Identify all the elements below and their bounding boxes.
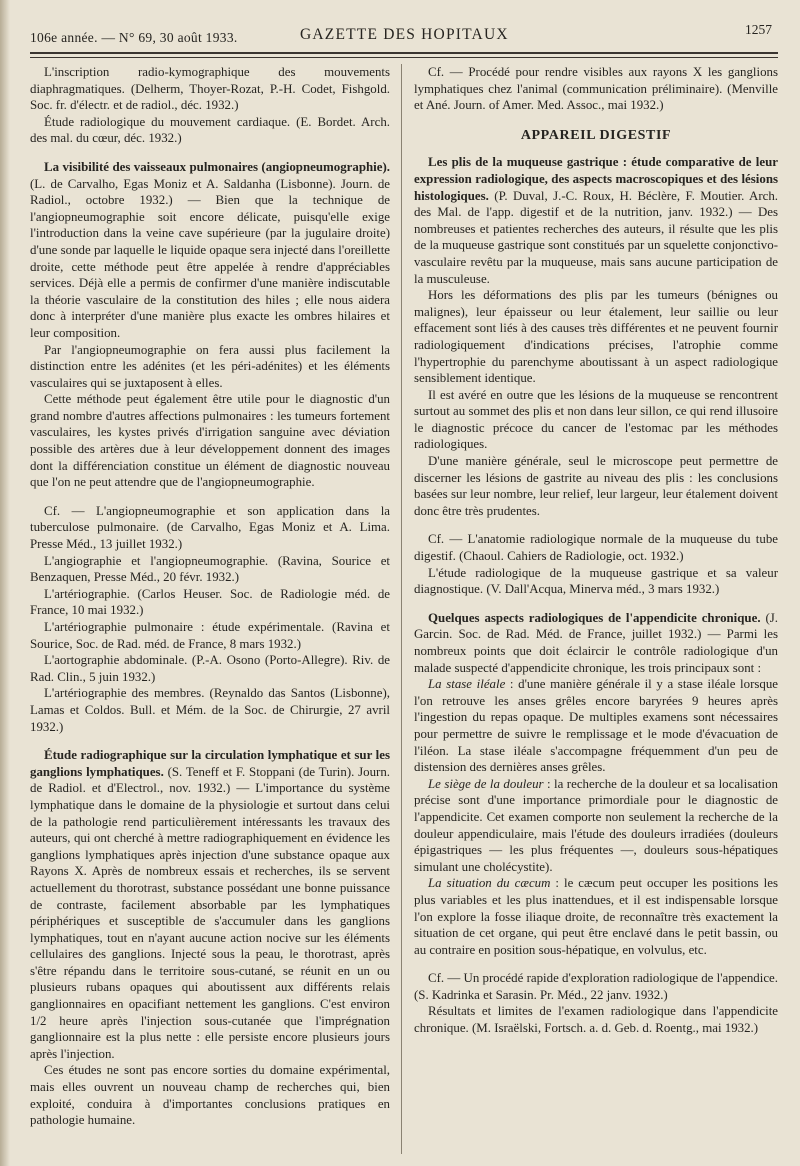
paragraph: Hors les déformations des plis par les tumeurs (bénignes ou malignes), leur épaisseur ou leur étalement, leur saillie ou leur effacement sont liés à des causes très différentes et ne peuvent fournir radiologiquement d'indications précises, l'atrophie comme l'hypertrophie du parenchyme aboutissant à un aspect radiologique sensiblement identique.	[414, 288, 778, 386]
paragraph: Ces études ne sont pas encore sorties du domaine expérimental, mais elles ouvrent un nouveau champ de recherches qui, bien exploité, conduira à d'importantes conclusions pratiques en pathologie humaine.	[30, 1063, 390, 1128]
paragraph	[414, 875, 778, 958]
article-body: (P. Duval, J.-C. Roux, H. Béclère, F. Moutier. Arch. des Mal. de l'app. digestif et de la nutrition, janv. 1932.) — Des nombreuses et patientes recherches des auteurs, il résulte que les plis de la muqueuse gastrique sont constitués par un squelette conjonctivo-vasculaire revêtu par la muqueuse, mais sans aucune participation de la musculeuse.	[414, 188, 778, 286]
cf-reference: Cf. — Procédé pour rendre visibles aux rayons X les ganglions lymphatiques chez l'animal (communication préliminaire). (Menville et Ané. Journ. of Amer. Med. Assoc., mai 1932.)	[414, 65, 778, 113]
right-column	[414, 64, 778, 1037]
subheading: La situation du cæcum	[428, 876, 551, 891]
article-lymphatic	[30, 747, 390, 1062]
column-divider	[401, 64, 402, 1154]
article-body: (S. Teneff et F. Stoppani (de Turin). Journ. de Radiol. et d'Electrol., nov. 1932.) — L'importance du système lymphatique dans le domaine de la physiologie et surtout dans celui de la pathologie rend particulièrement intéressants les travaux des auteurs, qui ont cherché à mettre radiographiquement en évidence les ganglions lymphatiques après injection d'une substance opaque aux Rayons X. Après de nombreux essais et recherches, ils se servent actuellement du thorotrast, substance possédant une bonne puissance de contraste, facilement absorbable par les lymphatiques périphériques et susceptible de s'accumuler dans les ganglions lymphatiques, tout en n'ayant aucune action nocive sur les éléments cellulaires des ganglions. Injecté sous la peau, le thorotrast, après s'être répandu dans le territoire sous-cutané, se réunit en un ou plusieurs rubans opaques qui aboutissent aux différents relais ganglionnaires en opacifiant nettement les ganglions. C'est environ 1/2 heure après l'injection sous-cutanée que l'imprégnation ganglionnaire est la plus nette : elle persiste encore plusieurs jours après l'injection.	[30, 764, 390, 1061]
cf-reference: Cf. — Un procédé rapide d'exploration radiologique de l'appendice. (S. Kadrinka et Sarasin. Pr. Méd., 22 janv. 1932.)	[414, 971, 778, 1002]
issue-line: 106e année. — N° 69, 30 août 1933.	[30, 30, 238, 45]
reference-diaphragm: L'inscription radio-kymographique des mouvements diaphragmatiques. (Delherm, Thoyer-Rozat, P.-H. Codet, Fishgold. Soc. fr. d'électr. et de radiol., déc. 1932.)	[30, 65, 390, 113]
cf-reference: Cf. — L'angiopneumographie et son application dans la tuberculose pulmonaire. (de Carvalho, Egas Moniz et A. Lima. Presse Méd., 13 juillet 1932.)	[30, 503, 390, 552]
reference-cardiac: Étude radiologique du mouvement cardiaque. (E. Bordet. Arch. des mal. du cœur, déc. 1932.)	[30, 114, 390, 146]
section-heading: APPAREIL DIGESTIF	[520, 127, 672, 143]
paragraph: Il est avéré en outre que les lésions de la muqueuse se rencontrent surtout au sommet des plis et non dans leur sillon, ce qui rend illusoire le diagnostic précoce du cancer de l'estomac par les méthodes radiologiques.	[414, 387, 778, 452]
paragraph: D'une manière générale, seul le microscope peut permettre de discerner les lésions de gastrite au niveau des plis : les conclusions basées sur leur nombre, leur relief, leur largeur, leur étalement doivent donc être très prudentes.	[414, 454, 778, 518]
subheading: La stase iléale	[428, 677, 506, 692]
paragraph-text: : d'une manière générale il y a stase iléale lorsque l'on retrouve les anses grêles encore baryrées 9 heures après l'ingestion du repas opaque. De multiples examens sont nécessaires pour permettre de suivre le remplissage et le mode d'évacuation de l'iléon. La stase iléale s'accompagne fréquemment d'un peu de distension des dernières anses grêles.	[414, 677, 778, 775]
cf-reference: Résultats et limites de l'examen radiologique dans l'appendicite chronique. (M. Israëlski, Fortsch. a. d. Geb. d. Roentg., mai 1932.)	[414, 1004, 778, 1036]
article-body: (L. de Carvalho, Egas Moniz et A. Saldanha (Lisbonne). Journ. de Radiol., octobre 1932.) — Bien que la technique de l'angiopneumographie soit encore délicate, puisqu'elle exige l'introduction dans la veine cave supérieure (par la jugulaire droite) d'une sonde par laquelle le liquide opaque sera injecté dans l'oreillette droite, cette méthode peut être appelée à rendre d'appréciables services. Déjà elle a permis de confirmer d'une manière indiscutable la théorie vasculaire de la constitution des hiles ; elle nous aidera donc à interpréter d'une manière plus exacte les ombres hilaires et leur composition.	[30, 176, 390, 340]
cf-reference: L'aortographie abdominale. (P.-A. Osono (Porto-Allegre). Riv. de Rad. Clin., 5 juin 1932.)	[30, 653, 390, 684]
cf-reference: L'artériographie pulmonaire : étude expérimentale. (Ravina et Sourice, Soc. de Rad. méd. de France, 8 mars 1932.)	[30, 620, 390, 651]
cf-reference: Cf. — L'anatomie radiologique normale de la muqueuse du tube digestif. (Chaoul. Cahiers de Radiologie, oct. 1932.)	[414, 532, 778, 564]
paragraph: Par l'angiopneumographie on fera aussi plus facilement la distinction entre les adénites (et les péri-adénites) et les éléments vasculaires qui se juxtaposent à elles.	[30, 342, 390, 390]
journal-title: GAZETTE DES HOPITAUX	[300, 26, 509, 43]
article-appendicitis	[414, 610, 778, 676]
left-column	[30, 64, 390, 1129]
article-title: Les plis de la muqueuse gastrique : étude comparative de leur expression radiologique, des aspects macroscopiques et des lésions histologiques.	[414, 155, 778, 203]
article-title: Étude radiographique sur la circulation lymphatique et sur les ganglions lymphatiques.	[30, 748, 390, 779]
article-title: Quelques aspects radiologiques de l'appendicite chronique.	[428, 610, 761, 625]
paragraph	[414, 676, 778, 776]
header-rule-thin	[30, 57, 778, 58]
cf-reference: L'artériographie. (Carlos Heuser. Soc. de Radiologie méd. de France, 10 mai 1932.)	[30, 586, 390, 618]
paragraph-text: : la recherche de la douleur et sa localisation précise sont d'une importance primordiale pour le diagnostic de l'appendicite. Cet examen comporte non seulement la recherche de la douleur appendiculaire, mais l'étude des douleurs irradiées (douleurs épigastriques — les plus fréquentes —, douleurs sous-hépatiques simulant une cholécystite).	[414, 776, 778, 874]
paragraph-text: : le cæcum peut occuper les positions les plus variables et les plus inattendues, et il est indispensable lorsque l'on explore la fosse iliaque droite, de reconnaître très exactement la situation de cet organe, qui peut être enclavé dans le petit bassin, ou au contraire en position sous-hépatique, en volvulus, etc.	[414, 876, 778, 957]
page-number: 1257	[745, 22, 772, 37]
article-angiopneumography	[30, 159, 390, 342]
page-binding-shadow	[0, 0, 10, 1166]
paragraph: Cette méthode peut également être utile pour le diagnostic d'un grand nombre d'autres affections pulmonaires : les tumeurs fortement vasculaires, les kystes privés d'irrigation sanguine avec déviation possible des artères due à leur développement donnent des images dont la différenciation constitue un élément de diagnostic nouveau que l'on ne peut attendre que de l'angiopneumographie.	[30, 392, 390, 490]
article-title: La visibilité des vaisseaux pulmonaires (angiopneumographie).	[44, 159, 390, 174]
running-header	[30, 22, 772, 52]
article-gastric-folds	[414, 154, 778, 287]
cf-reference: L'angiographie et l'angiopneumographie. (Ravina, Sourice et Benzaquen, Presse Méd., 20 févr. 1932.)	[30, 553, 390, 585]
header-rule-thick	[30, 52, 778, 54]
cf-reference: L'étude radiologique de la muqueuse gastrique et sa valeur diagnostique. (V. Dall'Acqua, Minerva méd., 3 mars 1932.)	[414, 565, 778, 597]
paragraph	[414, 776, 778, 876]
subheading: Le siège de la douleur	[428, 776, 544, 791]
article-body: (J. Garcin. Soc. de Rad. Méd. de France, juillet 1932.) — Parmi les nombreux points que doit éclaircir le contrôle radiologique d'un malade suspecté d'appendicite chronique, les trois principaux sont :	[414, 610, 778, 675]
cf-reference: L'artériographie des membres. (Reynaldo das Santos (Lisbonne), Lamas et Coldos. Bull. et Mém. de la Soc. de Chirurgie, 27 avril 1932.)	[30, 686, 390, 734]
